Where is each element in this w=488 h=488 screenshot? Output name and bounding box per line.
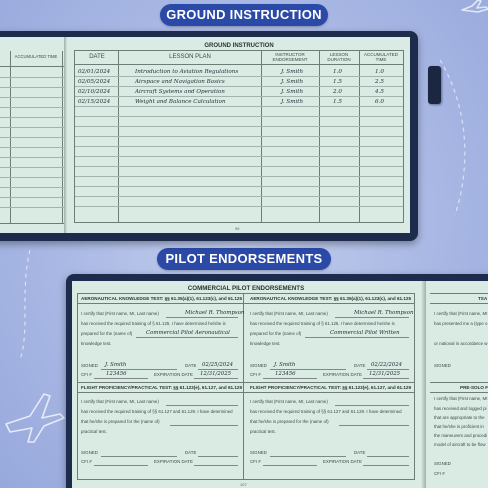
section-title-ak2: AERONAUTICAL KNOWLEDGE TEST: §§ 61.35(a)(1), 61.123(c), and 61.125 [250,296,411,301]
fp2-signed-label: SIGNED [250,450,267,455]
test-underline [170,425,238,426]
table-row-line [0,77,64,78]
right-line: has presented me a (type o [434,321,488,326]
ground-instruction-page [68,37,410,233]
ground-instruction-table [74,50,404,223]
right-cfi-label: CFI # [434,471,445,476]
ak1-exp-label: EXPIRATION DATE [154,372,193,377]
page-number: 107 [240,482,247,487]
table-row-line [0,197,64,198]
table-row-line [0,167,64,168]
table-row-line [0,187,64,188]
row-duration: 1.0 [333,69,342,75]
table-row-line [0,87,64,88]
ak2-line4: knowledge test. [250,341,281,346]
right-frame-line [430,303,488,304]
left-col-accumulated-header: ACCUMULATED TIME [14,54,58,59]
pilot-endorsements-banner: PILOT ENDORSEMENTS [157,248,331,270]
ak1-cfi-number: 123456 [106,371,127,377]
date-underline [198,456,238,457]
header-lesson-plan: LESSON PLAN [169,54,211,60]
ak2-line3: prepared for the (name of) [250,331,302,336]
fp1-line1: I certify that (First name, MI, Last name) [81,399,159,404]
ak2-signed-label: SIGNED [250,363,267,368]
ak1-line2: has received the required training of § 61.125. I have determined he/she is [81,321,226,326]
right-line: or national in accordance w [434,341,488,346]
signed-underline [270,369,346,370]
header-lesson-duration: LESSON DURATION [327,52,351,63]
page-title: GROUND INSTRUCTION [204,43,274,49]
right-line: I certify that (First name, MI [434,396,488,401]
ground-instruction-banner: GROUND INSTRUCTION [160,4,328,26]
table-row-line [75,196,403,197]
right-line: the maneuvers and procedi [434,433,488,438]
signed-underline [270,456,346,457]
ak1-cfi-label: CFI # [81,372,92,377]
row-duration: 2.0 [333,89,342,95]
date-underline [367,456,409,457]
ak2-line1: I certify that (First name, MI, Last name) [250,311,328,316]
name-underline [166,405,238,406]
fp1-date-label: DATE [185,450,197,455]
cfi-underline [263,378,317,379]
ak2-cfi-label: CFI # [250,372,261,377]
table-row-line [75,206,403,207]
table-row-line [75,166,403,167]
right-line: that are appropriate to the [434,415,485,420]
header-accumulated-time: ACCUMULATED TIME [364,52,398,63]
header-instructor-endorsement: INSTRUCTOR ENDORSEMENT [272,52,308,63]
ak1-line4: knowledge test. [81,341,112,346]
table-row-line [0,127,64,128]
fp2-line3: that he/she is prepared for the (name of) [250,419,329,424]
table-row-line [75,146,403,147]
exp-underline [363,465,409,466]
date-underline [198,369,238,370]
row-date: 02/05/2024 [78,79,111,85]
table-row-line [0,117,64,118]
row-date: 02/15/2024 [78,99,111,105]
ak1-exp-date: 12/31/2025 [200,371,232,377]
ak1-signed-label: SIGNED [81,363,98,368]
ak2-date: 02/22/2024 [371,362,403,368]
section-divider [77,303,415,304]
signed-underline [101,456,177,457]
test-underline [136,337,238,338]
right-page-title: TSA [478,296,488,301]
ak2-student-name: Michael R. Thompson [354,310,414,316]
table-row-line [0,147,64,148]
ak1-date-label: DATE [185,363,197,368]
ak2-date-label: DATE [354,363,366,368]
cfi-underline [94,465,148,466]
test-underline [305,337,409,338]
table-row-line [75,116,403,117]
fp1-line3: that he/she is prepared for the (name of) [81,419,160,424]
table-row-line [0,157,64,158]
page-title: COMMERCIAL PILOT ENDORSEMENTS [187,285,305,292]
fp1-line2: has received the required training of §§ 61.127 and 61.129. I have determined [81,409,233,414]
ak1-line1: I certify that (First name, MI, Last name) [81,311,159,316]
ak2-exp-date: 12/31/2025 [369,371,401,377]
cfi-underline [263,465,317,466]
left-page [0,37,64,233]
header-date: DATE [89,54,105,60]
ak2-exp-label: EXPIRATION DATE [323,372,362,377]
table-row-line [75,126,403,127]
ak1-date: 02/25/2024 [202,362,234,368]
fp1-signed-label: SIGNED [81,450,98,455]
test-underline [339,425,409,426]
fp1-line4: practical test. [81,429,107,434]
table-row-line [0,177,64,178]
right-page [426,281,488,488]
row-lesson: Aircraft Systems and Operation [135,89,225,95]
row-accumulated: 4.5 [375,89,384,95]
table-row-line [75,156,403,157]
name-underline [335,405,409,406]
row-date: 02/01/2024 [78,69,111,75]
table-row-line [0,207,64,208]
right-line: I certify that (First name, MI [434,311,488,316]
fp1-cfi-label: CFI # [81,459,92,464]
table-row-line [75,96,403,97]
fp1-exp-label: EXPIRATION DATE [154,459,193,464]
fp2-line4: practical test. [250,429,276,434]
exp-underline [194,465,238,466]
ak1-test-name: Commercial Pilot Aeronautical [146,330,230,336]
right-section-title: PRE-SOLO F [460,385,488,390]
section-divider [77,382,415,383]
ak1-line3: prepared for the (name of) [81,331,133,336]
ak1-signature: J. Smith [105,362,127,368]
right-frame-line [430,392,488,393]
row-duration: 1.5 [333,79,342,85]
cfi-underline [94,378,148,379]
table-row-line [75,86,403,87]
row-accumulated: 6.0 [375,99,384,105]
right-frame-line [430,382,488,383]
ak2-test-name: Commercial Pilot Written [330,330,400,336]
ak2-signature: J. Smith [274,362,296,368]
section-title-fp2: FLIGHT PROFICIENCY/PRACTICAL TEST: §§ 61.123(e), 61.127, and 61.129 [250,385,412,390]
row-accumulated: 1.0 [375,69,384,75]
table-row-line [0,137,64,138]
page-number: 95 [235,226,240,231]
table-row-line [75,176,403,177]
row-lesson: Weight and Balance Calculation [135,99,226,105]
table-row-line [0,97,64,98]
table-row-line [75,186,403,187]
right-line: model of aircraft to be flow [434,442,486,447]
row-instructor: J. Smith [281,89,304,95]
right-line: has received and logged pi [434,406,487,411]
fp2-line1: I certify that (First name, MI, Last name) [250,399,328,404]
commercial-endorsements-page [72,281,420,488]
ak1-student-name: Michael R. Thompson [185,310,245,316]
row-duration: 1.5 [333,99,342,105]
name-underline [335,317,409,318]
row-instructor: J. Smith [281,79,304,85]
table-row-line [0,107,64,108]
row-accumulated: 2.5 [375,79,384,85]
exp-underline [363,378,409,379]
row-instructor: J. Smith [281,69,304,75]
section-title-ak1: AERONAUTICAL KNOWLEDGE TEST: §§ 61.35(a)(1), 61.123(c), and 61.125 [81,296,242,301]
right-signed-label: SIGNED [434,363,451,368]
ak2-line2: has received the required training of § 61.125. I have determined he/she is [250,321,395,326]
fp2-cfi-label: CFI # [250,459,261,464]
ak2-cfi-number: 123456 [275,371,296,377]
date-underline [367,369,409,370]
right-frame-top [430,293,488,294]
signed-underline [101,369,177,370]
row-lesson: Introduction to Aviation Regulations [135,69,239,75]
section-title-fp1: FLIGHT PROFICIENCY/PRACTICAL TEST: §§ 61.123(e), 61.127, and 61.129 [81,385,243,390]
fp2-date-label: DATE [354,450,366,455]
row-instructor: J. Smith [281,99,304,105]
fp2-line2: has received the required training of §§ 61.127 and 61.129. I have determined [250,409,402,414]
table-bottom-line [0,223,64,224]
exp-underline [194,378,238,379]
name-underline [166,317,238,318]
row-lesson: Airspace and Navigation Basics [135,79,225,85]
table-row-line [75,136,403,137]
right-line: that he/she is proficient in [434,424,484,429]
table-row-line [75,106,403,107]
fp2-exp-label: EXPIRATION DATE [323,459,362,464]
column-divider [243,293,244,480]
right-signed-label: SIGNED [434,461,451,466]
table-row-line [75,76,403,77]
elastic-band [428,66,441,104]
section-divider [77,392,415,393]
row-date: 02/10/2024 [78,89,111,95]
